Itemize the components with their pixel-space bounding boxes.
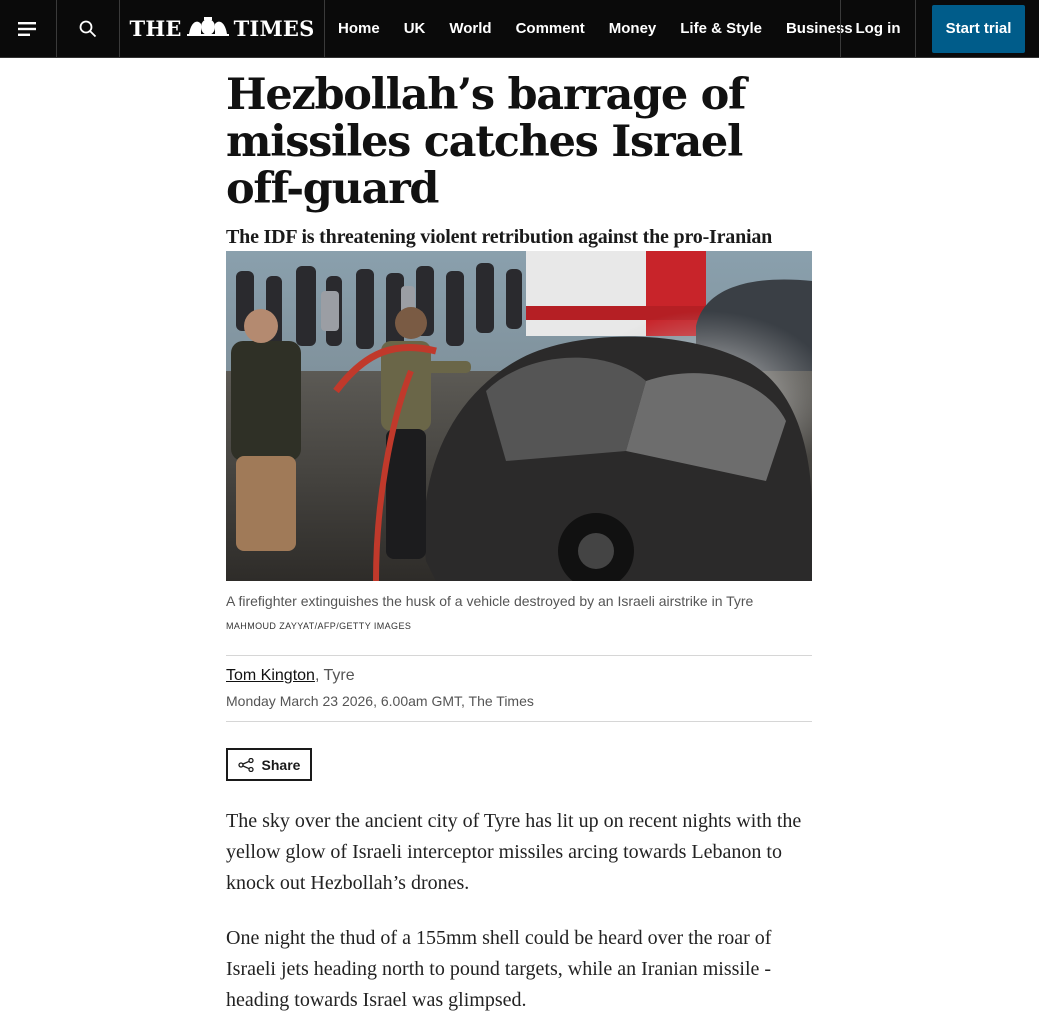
- nav-link-uk[interactable]: UK: [403, 20, 426, 37]
- image-caption: A firefighter extinguishes the husk of a vehicle destroyed by an Israeli airstrike in Tyre: [226, 593, 754, 609]
- hamburger-menu-icon[interactable]: [0, 0, 57, 57]
- the-times-logo[interactable]: [120, 0, 325, 57]
- account-actions: [840, 0, 1039, 57]
- author-link[interactable]: Tom Kington: [226, 667, 315, 684]
- nav-link-life-style[interactable]: Life & Style: [680, 20, 762, 37]
- top-navigation-bar: [0, 0, 1039, 58]
- section-nav: [325, 0, 877, 57]
- article: [226, 70, 812, 1011]
- body-paragraph-1: The sky over the ancient city of Tyre has lit up on recent nights with the yellow glow of Israeli interceptor missiles arcing towards Lebanon to knock out Hezbollah’s drones.: [226, 810, 802, 894]
- article-headline: Hezbollah’s barrage of missiles catches Israel off-guard: [226, 70, 746, 214]
- hero-image[interactable]: [226, 251, 812, 581]
- logo-word-times: TIMES: [233, 16, 315, 41]
- image-credit: MAHMOUD ZAYYAT/AFP/GETTY IMAGES: [226, 621, 412, 631]
- nav-link-comment[interactable]: Comment: [515, 20, 585, 37]
- byline: [226, 655, 812, 722]
- body-paragraph-2: One night the thud of a 155mm shell could be heard over the roar of Israeli jets heading north to pound targets, while an Iranian missile - heading towards Israel was glimpsed.: [226, 927, 772, 1011]
- share-label: Share: [261, 756, 301, 773]
- share-button[interactable]: [226, 748, 312, 781]
- nav-link-business[interactable]: Business: [785, 20, 853, 37]
- byline-author-line: [226, 667, 355, 685]
- logo-word-the: THE: [129, 16, 182, 41]
- share-icon: [238, 758, 254, 772]
- start-trial-button[interactable]: Start trial: [932, 5, 1025, 53]
- nav-link-money[interactable]: Money: [608, 20, 657, 37]
- search-icon[interactable]: [57, 0, 120, 57]
- burned-car-photo: [226, 251, 812, 581]
- nav-link-world[interactable]: World: [449, 20, 492, 37]
- publish-dateline: Monday March 23 2026, 6.00am GMT, The Times: [226, 693, 534, 709]
- royal-crest-icon: [185, 16, 231, 41]
- login-button[interactable]: Log in: [840, 0, 916, 57]
- article-standfirst: The IDF is threatening violent retribution against the pro-Iranian: [226, 226, 773, 248]
- byline-location: , Tyre: [314, 667, 355, 684]
- nav-link-home[interactable]: Home: [338, 20, 380, 37]
